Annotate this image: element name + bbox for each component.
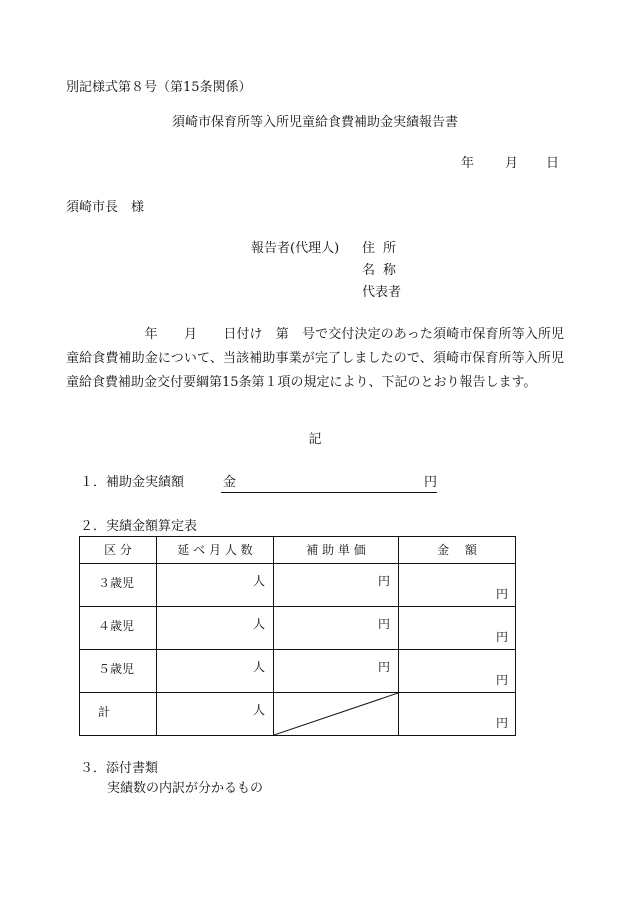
row-category: ５歳児 [98,662,135,676]
price-unit: 円 [377,660,390,674]
amount-kin-label: 金 [223,475,237,490]
section3-label: ３．添付書類 [80,761,159,776]
row-category: ４歳児 [98,619,135,633]
persons-unit: 人 [252,617,265,631]
amount-yen-label: 円 [424,475,438,490]
header-amount: 金 額 [399,537,516,564]
date-year-label: 年 [461,156,475,171]
amount-underline [221,475,437,493]
calculation-table [79,536,516,736]
reporter-address-label: 住所 [362,241,405,256]
section1-label: １．補助金実績額 [80,475,185,490]
reporter-representative-label: 代表者 [362,285,402,300]
header-person-months: 延 べ 月 人 数 [157,537,274,564]
table-row [80,564,516,607]
total-category: 計 [98,705,111,719]
report-body-text: 年 月 日付け 第 号で交付決定のあった須崎市保育所等入所児童給食費補助金について、当該補助事業が完了しましたので、須崎市保育所等入所児童給食費補助金交付要綱第15条第１項の規定により、下記のとおり報告します。 [66,327,564,390]
attachment-item: 実績数の内訳が分かるもの [107,781,264,796]
addressee: 須崎市長 様 [66,200,145,215]
amount-unit: 円 [495,630,508,644]
form-number: 別記様式第８号（第15条関係） [66,80,252,95]
row-category: ３歳児 [98,576,135,590]
reporter-name-label: 名称 [362,263,405,278]
amount-unit: 円 [495,716,508,730]
amount-unit: 円 [495,587,508,601]
persons-unit: 人 [252,703,265,717]
section2-label: ２．実績金額算定表 [80,519,198,534]
table-row [80,650,516,693]
persons-unit: 人 [252,574,265,588]
date-day-label: 日 [546,156,560,171]
diagonal-cell [274,693,399,736]
table-header-row [80,537,516,564]
price-unit: 円 [377,617,390,631]
document-title: 須崎市保育所等入所児童給食費補助金実績報告書 [171,115,458,130]
persons-unit: 人 [252,660,265,674]
price-unit: 円 [377,574,390,588]
table-row [80,607,516,650]
date-month-label: 月 [505,156,519,171]
reporter-label: 報告者(代理人) [251,241,340,256]
table-total-row [80,693,516,736]
ki-heading: 記 [308,432,322,447]
header-unit-price: 補 助 単 価 [274,537,399,564]
amount-unit: 円 [495,673,508,687]
header-category: 区 分 [80,537,157,564]
diagonal-line [274,693,398,735]
